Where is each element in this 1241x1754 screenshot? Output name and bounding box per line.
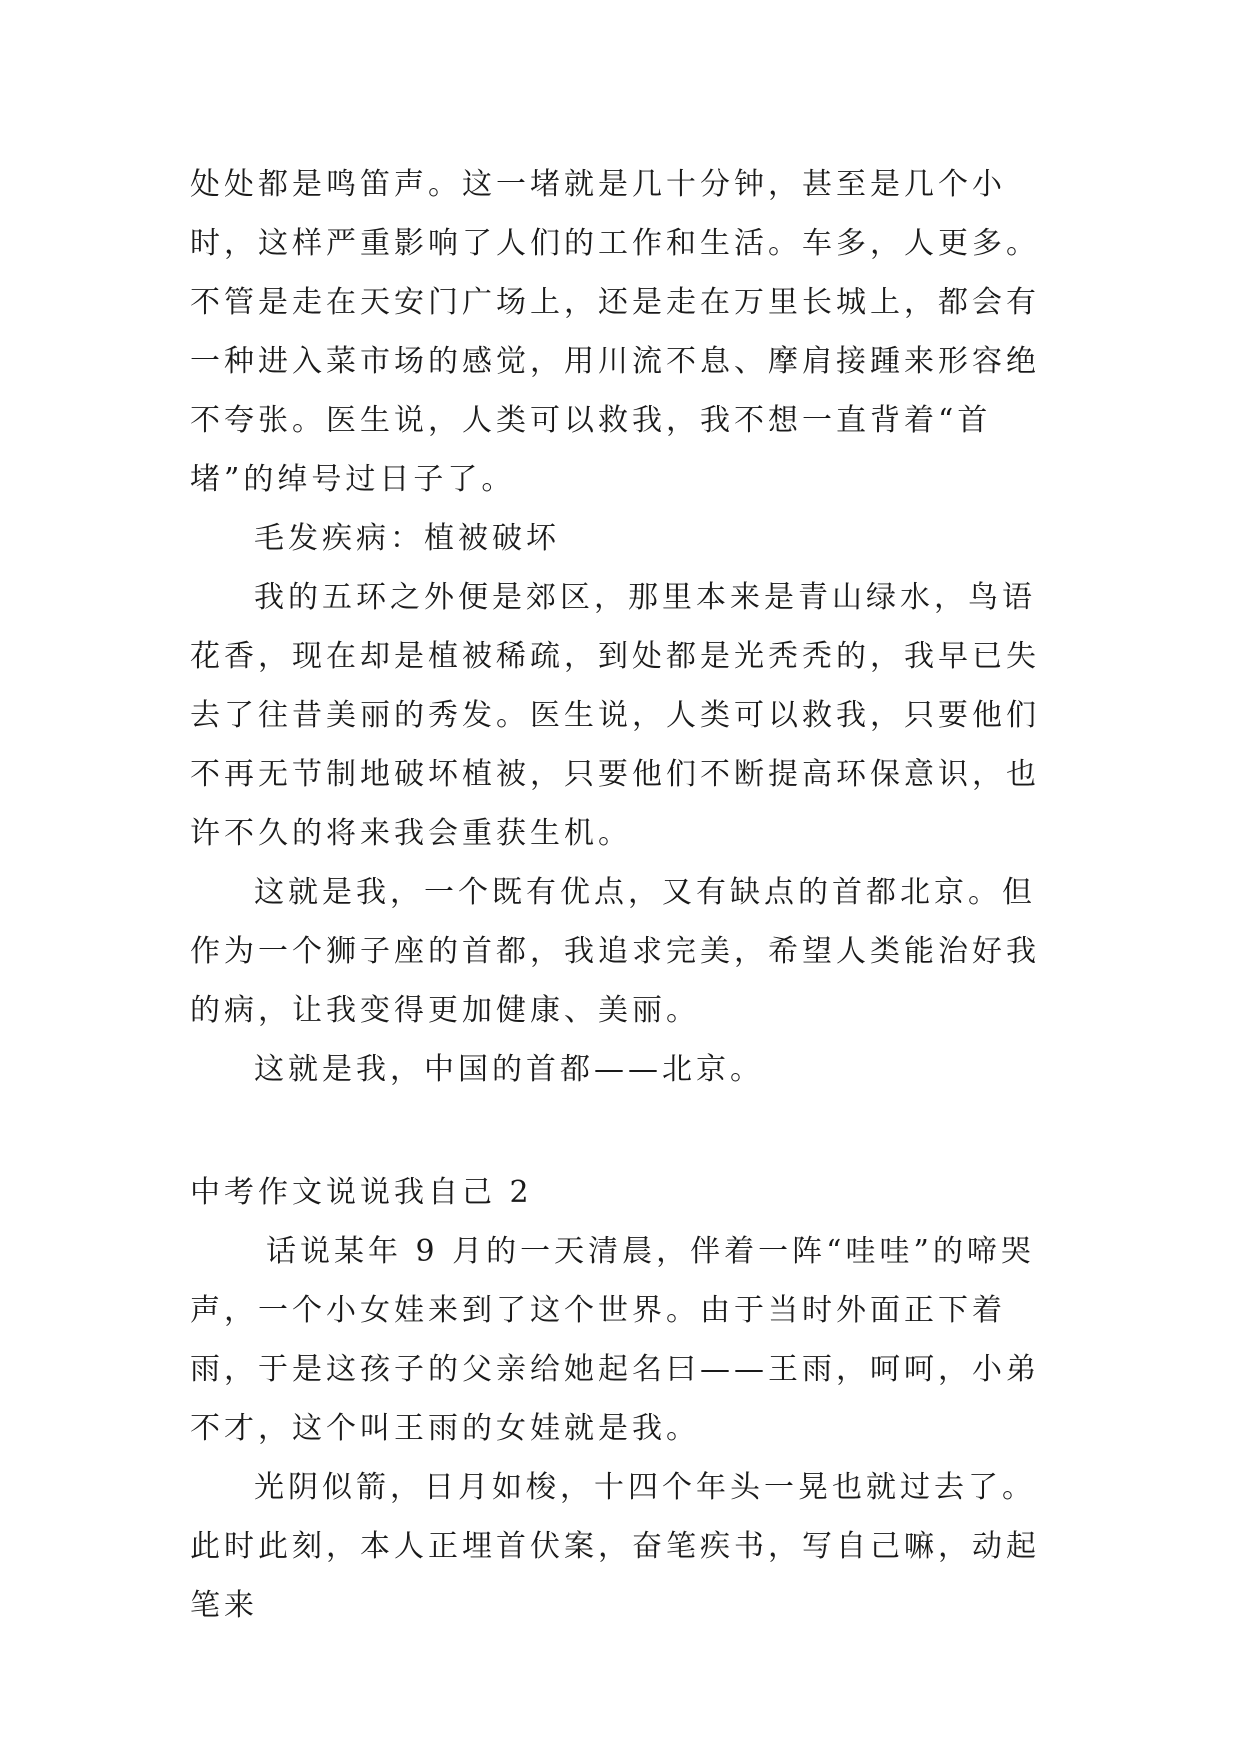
paragraph-birth: 话说某年 9 月的一天清晨，伴着一阵“哇哇”的啼哭声，一个小女娃来到了这个世界。由于当时外面正下着雨，于是这孩子的父亲给她起名曰——王雨，呵呵，小弟不才，这个叫王雨的女娃就是我。 — [190, 1234, 1040, 1446]
paragraph-summary: 这就是我，一个既有优点，又有缺点的首都北京。但作为一个狮子座的首都，我追求完美，希望人类能治好我的病，让我变得更加健康、美丽。 — [190, 875, 1040, 1028]
paragraph-vegetation: 我的五环之外便是郊区，那里本来是青山绿水，鸟语花香，现在却是植被稀疏，到处都是光秃秃的，我早已失去了往昔美丽的秀发。医生说，人类可以救我，只要他们不再无节制地破坏植被，只要他们不断提高环保意识，也许不久的将来我会重获生机。 — [190, 580, 1040, 851]
section-title: 中考作文说说我自己 2 — [190, 1175, 533, 1210]
document-page — [190, 155, 1050, 1635]
subheading-hair-disease: 毛发疾病：植被破坏 — [254, 521, 560, 556]
section-gap — [190, 1099, 1050, 1163]
paragraph-traffic: 处处都是鸣笛声。这一堵就是几十分钟，甚至是几个小时，这样严重影响了人们的工作和生活。车多，人更多。不管是走在天安门广场上，还是走在万里长城上，都会有一种进入菜市场的感觉，用川流不息、摩肩接踵来形容绝不夸张。医生说，人类可以救我，我不想一直背着“首堵”的绰号过日子了。 — [190, 167, 1040, 497]
paragraph-time: 光阴似箭，日月如梭，十四个年头一晃也就过去了。此时此刻，本人正埋首伏案，奋笔疾书，写自己嘛，动起笔来 — [190, 1470, 1040, 1623]
paragraph-closing: 这就是我，中国的首都——北京。 — [254, 1052, 764, 1087]
